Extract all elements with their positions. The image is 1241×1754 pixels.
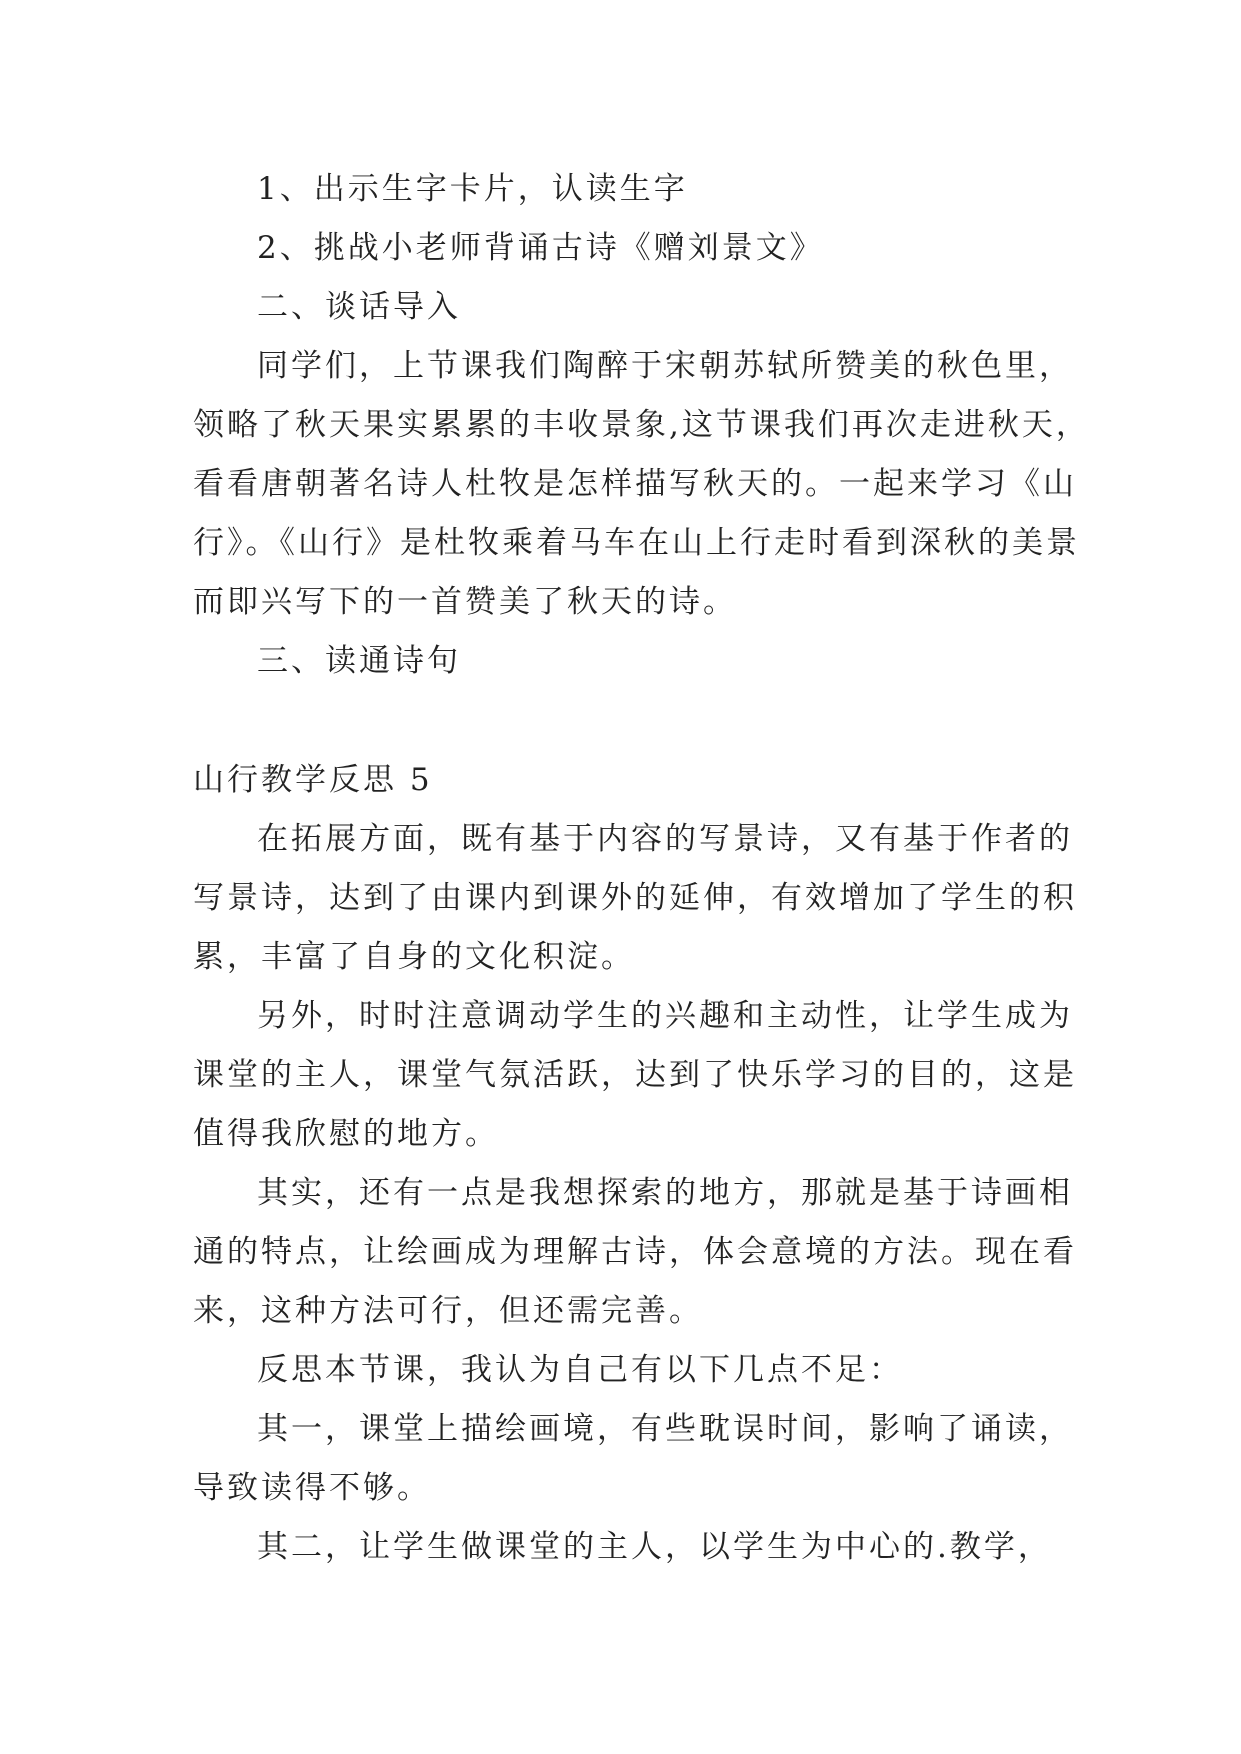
reflection-para-3-line-2: 通的特点，让绘画成为理解古诗，体会意境的方法。现在看 xyxy=(193,1234,1077,1270)
intro-paragraph-line-2: 领略了秋天果实累累的丰收景象,这节课我们再次走进秋天， xyxy=(193,407,1090,443)
reflection-para-5-line-2: 导致读得不够。 xyxy=(193,1470,431,1506)
reflection-para-3-line-1: 其实，还有一点是我想探索的地方，那就是基于诗画相 xyxy=(257,1175,1073,1211)
reflection-para-4: 反思本节课，我认为自己有以下几点不足： xyxy=(257,1352,903,1388)
section-heading-3: 三、读通诗句 xyxy=(257,643,461,679)
document-page xyxy=(193,160,1090,1577)
intro-paragraph-line-3: 看看唐朝著名诗人杜牧是怎样描写秋天的。一起来学习《山 xyxy=(193,466,1077,502)
intro-paragraph-line-4: 行》。《山行》是杜牧乘着马车在山上行走时看到深秋的美景 xyxy=(193,525,1080,561)
reflection-para-6: 其二，让学生做课堂的主人，以学生为中心的.教学， xyxy=(257,1529,1052,1565)
reflection-para-2-line-1: 另外，时时注意调动学生的兴趣和主动性，让学生成为 xyxy=(257,998,1073,1034)
reflection-para-3-line-3: 来，这种方法可行，但还需完善。 xyxy=(193,1293,703,1329)
section-spacer xyxy=(193,691,1053,751)
reflection-para-2-line-2: 课堂的主人，课堂气氛活跃，达到了快乐学习的目的，这是 xyxy=(193,1057,1077,1093)
reflection-para-1-line-2: 写景诗，达到了由课内到课外的延伸，有效增加了学生的积 xyxy=(193,880,1077,916)
intro-paragraph-line-1: 同学们，上节课我们陶醉于宋朝苏轼所赞美的秋色里， xyxy=(257,348,1073,384)
section-title: 山行教学反思 5 xyxy=(193,762,433,798)
intro-paragraph-line-5: 而即兴写下的一首赞美了秋天的诗。 xyxy=(193,584,737,620)
reflection-para-2-line-3: 值得我欣慰的地方。 xyxy=(193,1116,499,1152)
reflection-para-1-line-3: 累，丰富了自身的文化积淀。 xyxy=(193,939,635,975)
reflection-para-5-line-1: 其一，课堂上描绘画境，有些耽误时间，影响了诵读， xyxy=(257,1411,1073,1447)
list-item-1: 1、出示生字卡片，认读生字 xyxy=(257,171,688,207)
list-item-2: 2、挑战小老师背诵古诗《赠刘景文》 xyxy=(257,230,824,266)
reflection-para-1-line-1: 在拓展方面，既有基于内容的写景诗，又有基于作者的 xyxy=(257,821,1073,857)
section-heading-2: 二、谈话导入 xyxy=(257,289,461,325)
